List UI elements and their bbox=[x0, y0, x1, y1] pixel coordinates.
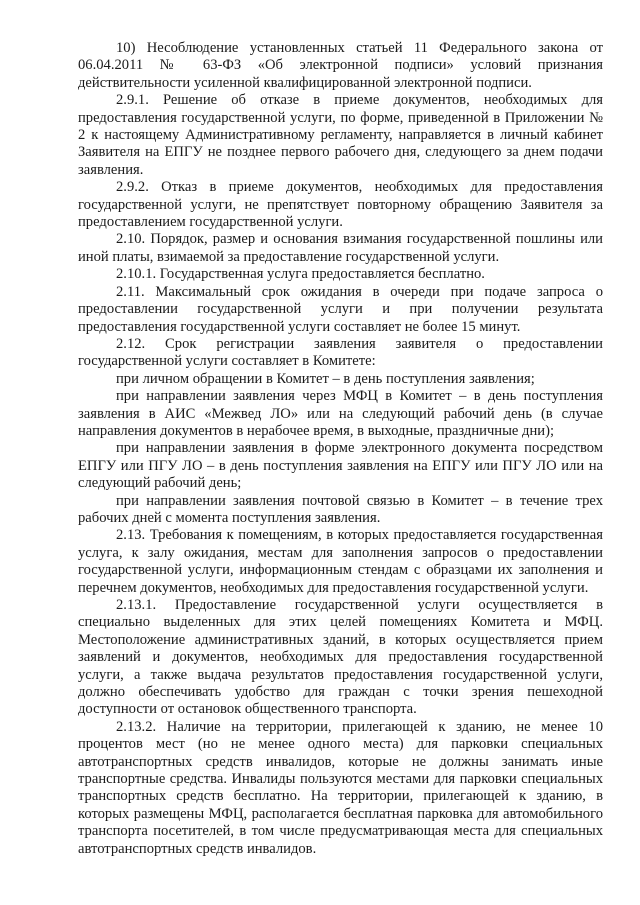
paragraph-personal-visit: при личном обращении в Комитет – в день поступления заявления; bbox=[116, 370, 535, 387]
paragraph-item-10: 10) Несоблюдение установленных статьей 11 Федерального закона от 06.04.2011 № 63-ФЗ «Об электронной подписи» условий признания действительности усиленной квалифицированной электронной подписи. bbox=[78, 40, 603, 91]
paragraph-2-10: 2.10. Порядок, размер и основания взимания государственной пошлины или иной платы, взимаемой за предоставление государственной услуги. bbox=[78, 231, 603, 265]
paragraph-2-13: 2.13. Требования к помещениям, в которых предоставляется государственная услуга, к залу ожидания, местам для заполнения запросов о предоставлении государственной услуги, информационным стендам с образцами их заполнения и перечнем документов, необходимых для предоставления государственной услуги. bbox=[78, 527, 603, 596]
paragraph-via-mfc: при направлении заявления через МФЦ в Комитет – в день поступления заявления в АИС «Межвед ЛО» или на следующий рабочий день (в случае направления документов в нерабочее время, в выходные, праздничные дни); bbox=[78, 388, 603, 439]
paragraph-2-13-2: 2.13.2. Наличие на территории, прилегающей к зданию, не менее 10 процентов мест (но не менее одного места) для парковки специальных автотранспортных средств инвалидов, которые не должны занимать иные транспортные средства. Инвалиды пользуются местами для парковки специальных транспортных средств бесплатно. На территории, прилегающей к зданию, в которых размещены МФЦ, располагается бесплатная парковка для автомобильного транспорта посетителей, в том числе предусматривающая места для специальных автотранспортных средств инвалидов. bbox=[78, 718, 603, 857]
paragraph-postal: при направлении заявления почтовой связью в Комитет – в течение трех рабочих дней с момента поступления заявления. bbox=[78, 492, 603, 526]
document-page bbox=[78, 40, 603, 858]
paragraph-electronic: при направлении заявления в форме электронного документа посредством ЕПГУ или ПГУ ЛО – в день поступления заявления на ЕПГУ или ПГУ ЛО или на следующий рабочий день; bbox=[78, 440, 603, 492]
paragraph-2-12: 2.12. Срок регистрации заявления заявителя о предоставлении государственной услуги составляет в Комитете: bbox=[78, 335, 603, 370]
paragraph-2-9-1: 2.9.1. Решение об отказе в приеме документов, необходимых для предоставления государственной услуги, по форме, приведенной в Приложении № 2 к настоящему Административному регламенту, направляется в личный кабинет Заявителя на ЕПГУ не позднее первого рабочего дня, следующего за днем подачи заявления. bbox=[78, 92, 603, 178]
paragraph-2-10-1: 2.10.1. Государственная услуга предоставляется бесплатно. bbox=[116, 266, 485, 283]
paragraph-2-13-1: 2.13.1. Предоставление государственной услуги осуществляется в специально выделенных для этих целей помещениях Комитета и МФЦ. Местоположение административных зданий, в которых осуществляется прием заявлений и документов, необходимых для предоставления государственной услуги, а также выдача результатов предоставления государственной услуги, должно обеспечивать удобство для граждан с точки зрения пешеходной доступности от остановок общественного транспорта. bbox=[78, 597, 603, 718]
paragraph-2-9-2: 2.9.2. Отказ в приеме документов, необходимых для предоставления государственной услуги, не препятствует повторному обращению Заявителя за предоставлением государственной услуги. bbox=[78, 179, 603, 231]
paragraph-2-11: 2.11. Максимальный срок ожидания в очереди при подаче запроса о предоставлении государственной услуги и при получении результата предоставления государственной услуги составляет не более 15 минут. bbox=[78, 283, 603, 335]
